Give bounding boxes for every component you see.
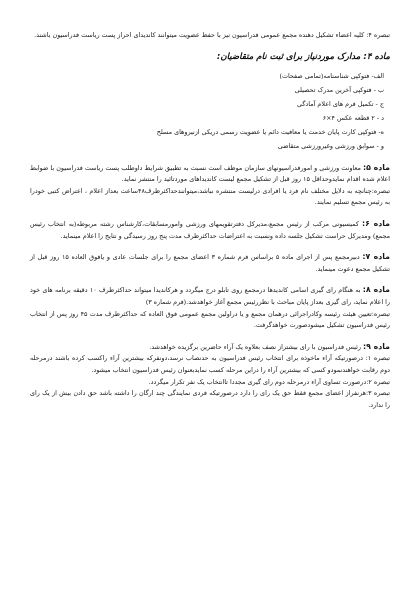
article-9-heading: ماده ۹: — [363, 341, 390, 351]
article-7-heading: ماده ۷: — [362, 252, 390, 262]
list-item: ب - فتوکپی آخرین مدرک تحصیلی — [294, 85, 384, 94]
article-4-heading: ماده ۴: مدارک موردنیاز برای ثبت نام متقاضیان: — [216, 51, 390, 62]
list-item: د - ۲ قطعه عکس ۴×۶ — [322, 113, 384, 122]
article-6-heading: ماده ۶: — [361, 218, 390, 228]
article-5-body: معاونت ورزشی و امورفدراسیونهای سازمان موظف است نسبت به تطبیق شرایط داوطلب پست ریاست فدراسیون با ضوابط اعلام شده اقدام نمایدوحداقل ۱۵ روز قبل از تشکیل مجمع لیست کاندیداهای موردتائید را منتشر نماید. — [30, 163, 390, 184]
article-7-body: دبیرمجمع پس از اجرای ماده ۵ براساس فرم شماره ۳ اعضای مجمع را برای جلسات عادی و یافوق العاده ۱۵ روز قبل از تشکیل مجمع دعوت مینماید. — [30, 253, 390, 273]
article-9-note-3: تبصره ۳:هرنفراز اعضای مجمع فقط حق یک رای را دارد درصورتیکه فردی نمایندگی چند ارگان را داشته باشد حق دادن بیش از یک رای را ندارد. — [30, 389, 391, 409]
article-8-body: به هنگام رای گیری اسامی کاندیدها درمجمع روی تابلو درج میگردد و هرکاندیدا میتواند حداکثرظرف ۱۰ دقیقه برنامه های خود را اعلام نماید، رای گیری بعداز پایان مباحث با نظررئیس مجمع آغاز خواهدشد.(فرم شماره ۳) — [30, 286, 390, 306]
article-5-section — [30, 162, 390, 209]
list-item: ه- فتوکپی کارت پایان خدمت یا معافیت دائم یا عضویت رسمی دریکی ازنیروهای مسلح — [156, 127, 384, 136]
article-9-note-2: تبصره ۲:درصورت تساوی آراء درمرحله دوم رای گیری مجددا تاانتخاب یک نفر تکرار میگردد. — [148, 377, 390, 386]
list-item: الف- فتوکپی شناسنامه(تمامی صفحات) — [279, 71, 384, 80]
article-7-section — [30, 251, 390, 275]
article-8-text — [30, 284, 390, 308]
article-9-section — [30, 341, 390, 412]
article-8-section — [30, 284, 390, 331]
article-4-section — [30, 51, 390, 153]
note-4: تبصره ۴: کلیه اعضاء تشکیل دهنده مجمع عمومی فدراسیون نیز با حفظ عضویت میتوانند کاندیدای احراز پست ریاست فدراسیون باشند. — [34, 31, 390, 39]
article-8-note: تبصره:تعیین هیئت رئیسه وکادراجرائی درهمان مجمع و یا دراولین مجمع عمومی فوق العاده که حداکثرظرف مدت ۴۵ روز پس از انتخاب رئیس فدراسیون تشکیل میشودصورت خواهدگرفت. — [30, 309, 391, 330]
list-item: و - سوابق ورزشی وغیرورزشی متقاضی — [277, 141, 384, 150]
article-9-note-1: تبصره ۱: درصورتیکه آراء ماخوذه برای انتخاب رئیس فدراسیون به حدنصاب نرسد،دونفرکه بیشترین آراء راکسب کرده باشند درمرحله دوم رقابت خواهندنمودو کسی که بیشترین آراء را دراین مرحله کسب نمایدبعنوان رئیس فدراسیون انتخاب میشود. — [30, 354, 390, 374]
article-6-text — [30, 218, 390, 242]
article-9-body: رئیس فدراسیون با رای بیشتراز نصف بعلاوه یک آراء حاضرین برگزیده خواهدشد. — [149, 342, 361, 351]
article-5-heading: ماده ۵: — [362, 162, 390, 172]
article-7-text — [30, 251, 390, 275]
list-item: ج - تکمیل فرم های اعلام آمادگی — [297, 99, 384, 108]
article-6-body: کمیسیونی مرکب از رئیس مجمع،مدیرکل دفترتقویمهای ورزشی وامورمسابقات،کارشناس رشته مربوطه(به انتخاب رئیس مجمع) ومدیرکل حراست تشکیل جلسه داده ونسبت به اعتراضات حداکثرظرف مدت پنج روز رسیدگی و نتایج را اعلام مینماید. — [30, 219, 390, 240]
article-5-note: تبصره:چنانچه به دلایل مختلف نام فرد یا افرادی درلیست منتشره نباشد،میتوانندحداکثرظرف۴۸ساعت بعداز اعلام ، اعتراض کتبی خودرا به رئیس مجمع تسلیم نمایند. — [30, 186, 390, 207]
article-9-text — [30, 341, 390, 354]
article-5-text — [30, 162, 390, 186]
article-6-section — [30, 218, 390, 242]
article-8-heading: ماده ۸: — [362, 285, 390, 295]
required-documents-list — [30, 69, 390, 153]
